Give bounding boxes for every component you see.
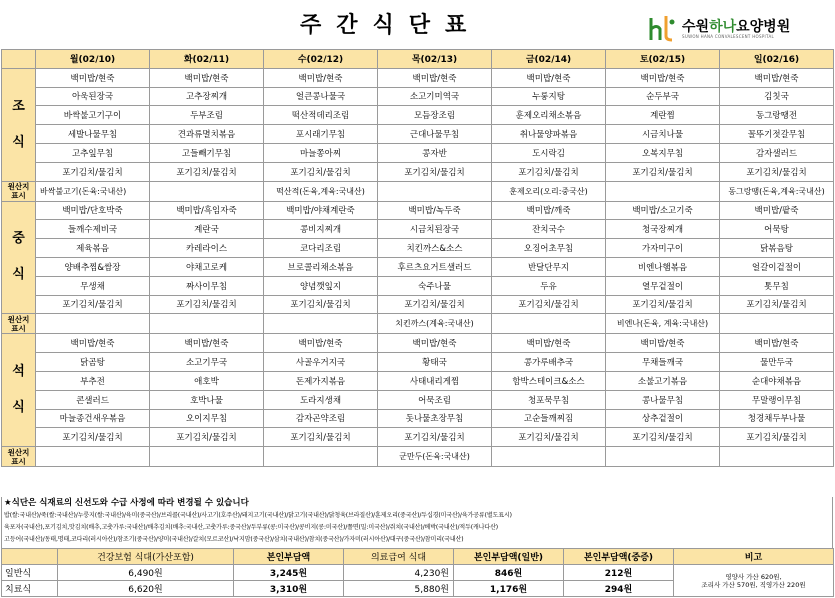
menu-item: 사골우거지국 bbox=[264, 353, 378, 372]
menu-item: 소고기무국 bbox=[150, 353, 264, 372]
price-header: 본인부담액 bbox=[234, 549, 344, 565]
menu-item: 동그랑땡전 bbox=[720, 106, 834, 125]
day-header: 일(02/16) bbox=[720, 50, 834, 69]
menu-item: 열무겉절이 bbox=[606, 276, 720, 295]
menu-item: 포기김치/물김치 bbox=[36, 428, 150, 447]
menu-item: 포기김치/물김치 bbox=[378, 428, 492, 447]
menu-item: 포기김치/물김치 bbox=[264, 162, 378, 181]
menu-item: 어묵조림 bbox=[378, 390, 492, 409]
menu-item: 백미밥/단호박죽 bbox=[36, 201, 150, 220]
menu-item: 짜사이무침 bbox=[150, 276, 264, 295]
title-area bbox=[0, 0, 835, 44]
menu-item: 백미밥/팥죽 bbox=[720, 201, 834, 220]
menu-item: 포기김치/물김치 bbox=[720, 428, 834, 447]
origin-cell bbox=[36, 314, 150, 334]
price-self-general: 1,176원 bbox=[454, 581, 564, 597]
lunch-menu-row bbox=[2, 220, 834, 239]
menu-item: 백미밥/야채계란죽 bbox=[264, 201, 378, 220]
menu-item: 어묵탕 bbox=[720, 220, 834, 239]
origin-cell bbox=[492, 447, 606, 467]
menu-item: 포시래기무침 bbox=[264, 125, 378, 144]
menu-item: 상추겉절이 bbox=[606, 409, 720, 428]
menu-item: 백미밥/소고기죽 bbox=[606, 201, 720, 220]
menu-item: 야채고로케 bbox=[150, 257, 264, 276]
price-header: 건강보험 식대(가산포함) bbox=[58, 549, 234, 565]
menu-item: 포기김치/물김치 bbox=[150, 162, 264, 181]
origin-label: 원산지 표시 bbox=[2, 447, 36, 467]
dinner-menu-row bbox=[2, 390, 834, 409]
price-note-line: 조리사 가산 570원, 직영가산 220원 bbox=[701, 580, 806, 589]
menu-item: 순대야채볶음 bbox=[720, 371, 834, 390]
price-self-severe: 294원 bbox=[564, 581, 674, 597]
menu-item: 얼갈이겉절이 bbox=[720, 257, 834, 276]
menu-item: 오복지무침 bbox=[606, 143, 720, 162]
menu-item: 포기김치/물김치 bbox=[264, 295, 378, 314]
price-header: 의료급여 식대 bbox=[344, 549, 454, 565]
menu-item: 소불고기볶음 bbox=[606, 371, 720, 390]
menu-item: 오징어초무침 bbox=[492, 239, 606, 258]
menu-item: 김칫국 bbox=[720, 87, 834, 106]
hospital-logo-icon bbox=[648, 14, 676, 42]
menu-item: 오이지무침 bbox=[150, 409, 264, 428]
menu-item: 포기김치/물김치 bbox=[150, 295, 264, 314]
menu-item: 모듬장조림 bbox=[378, 106, 492, 125]
menu-item: 닭곰탕 bbox=[36, 353, 150, 372]
menu-item: 콩가루배추국 bbox=[492, 353, 606, 372]
menu-item: 세발나물무침 bbox=[36, 125, 150, 144]
menu-item: 브로콜리채소볶음 bbox=[264, 257, 378, 276]
menu-item: 호박나물 bbox=[150, 390, 264, 409]
origin-cell bbox=[150, 447, 264, 467]
menu-item: 시금치나물 bbox=[606, 125, 720, 144]
breakfast-menu-row bbox=[2, 162, 834, 181]
origin-label: 원산지 표시 bbox=[2, 314, 36, 334]
price-self-general: 846원 bbox=[454, 565, 564, 581]
day-header-row bbox=[2, 50, 834, 69]
price-label: 일반식 bbox=[2, 565, 58, 581]
price-total: 6,620원 bbox=[58, 581, 234, 597]
menu-item: 부추전 bbox=[36, 371, 150, 390]
menu-item: 콘샐러드 bbox=[36, 390, 150, 409]
menu-item: 순두부국 bbox=[606, 87, 720, 106]
dinner-menu-row bbox=[2, 409, 834, 428]
menu-item: 포기김치/물김치 bbox=[720, 162, 834, 181]
breakfast-origin-row bbox=[2, 181, 834, 201]
menu-item: 포기김치/물김치 bbox=[606, 295, 720, 314]
menu-item: 잔치국수 bbox=[492, 220, 606, 239]
menu-item: 고추잎무침 bbox=[36, 143, 150, 162]
menu-item: 양념깻잎지 bbox=[264, 276, 378, 295]
origin-cell: 떡산적(돈육,계육:국내산) bbox=[264, 181, 378, 201]
menu-item: 백미밥/현죽 bbox=[492, 334, 606, 353]
origin-cell bbox=[150, 314, 264, 334]
menu-item: 백미밥/흑임자죽 bbox=[150, 201, 264, 220]
menu-item: 들깨수제비국 bbox=[36, 220, 150, 239]
menu-item: 마늘쫑아찌 bbox=[264, 143, 378, 162]
price-label: 치료식 bbox=[2, 581, 58, 597]
menu-item: 포기김치/물김치 bbox=[36, 295, 150, 314]
lunch-menu-row bbox=[2, 295, 834, 314]
menu-item: 떡산적데리조림 bbox=[264, 106, 378, 125]
origin-cell: 비엔나(돈육, 계육:국내산) bbox=[606, 314, 720, 334]
menu-item: 돈제가지볶음 bbox=[264, 371, 378, 390]
day-header: 화(02/11) bbox=[150, 50, 264, 69]
dinner-menu-row bbox=[2, 353, 834, 372]
menu-item: 백미밥/현죽 bbox=[606, 334, 720, 353]
menu-item: 돗나물초장무침 bbox=[378, 409, 492, 428]
menu-item: 청국장찌개 bbox=[606, 220, 720, 239]
menu-item: 백미밥/현죽 bbox=[492, 68, 606, 87]
weekly-menu-table bbox=[1, 49, 834, 467]
menu-item: 제육볶음 bbox=[36, 239, 150, 258]
origin-cell: 동그랑땡(돈육,계육:국내산) bbox=[720, 181, 834, 201]
menu-item: 백미밥/현죽 bbox=[36, 68, 150, 87]
origin-cell bbox=[492, 314, 606, 334]
breakfast-menu-row bbox=[2, 125, 834, 144]
hospital-english-name: SUWON HANA CONVALESCENT HOSPITAL bbox=[682, 34, 775, 39]
menu-item: 반달단무지 bbox=[492, 257, 606, 276]
breakfast-menu-row bbox=[2, 106, 834, 125]
origin-cell bbox=[36, 447, 150, 467]
origin-cell bbox=[606, 447, 720, 467]
menu-body bbox=[2, 68, 834, 466]
menu-item: 콩비지찌개 bbox=[264, 220, 378, 239]
menu-item: 백미밥/현죽 bbox=[378, 334, 492, 353]
menu-item: 시금치된장국 bbox=[378, 220, 492, 239]
lunch-menu-row bbox=[2, 257, 834, 276]
menu-item: 닭볶음탕 bbox=[720, 239, 834, 258]
breakfast-menu-row bbox=[2, 68, 834, 87]
origin-cell bbox=[150, 181, 264, 201]
menu-item: 양배추찜&쌈장 bbox=[36, 257, 150, 276]
lunch-menu-row bbox=[2, 239, 834, 258]
lunch-origin-row bbox=[2, 314, 834, 334]
menu-item: 고추장찌개 bbox=[150, 87, 264, 106]
menu-item: 카레라이스 bbox=[150, 239, 264, 258]
price-self: 3,310원 bbox=[234, 581, 344, 597]
price-medical: 4,230원 bbox=[344, 565, 454, 581]
menu-item: 고순들깨찌짐 bbox=[492, 409, 606, 428]
menu-item: 후르츠요거트샐러드 bbox=[378, 257, 492, 276]
menu-item: 포기김치/물김치 bbox=[492, 162, 606, 181]
day-header: 토(02/15) bbox=[606, 50, 720, 69]
menu-item: 백미밥/녹두죽 bbox=[378, 201, 492, 220]
menu-item: 아욱된장국 bbox=[36, 87, 150, 106]
menu-item: 애호박 bbox=[150, 371, 264, 390]
day-header: 금(02/14) bbox=[492, 50, 606, 69]
menu-item: 백미밥/현죽 bbox=[36, 334, 150, 353]
menu-item: 무생채 bbox=[36, 276, 150, 295]
price-body bbox=[2, 565, 834, 597]
day-header: 수(02/12) bbox=[264, 50, 378, 69]
lunch-label: 중 식 bbox=[2, 201, 36, 314]
menu-item: 누룽지탕 bbox=[492, 87, 606, 106]
menu-item: 감자곤약조림 bbox=[264, 409, 378, 428]
menu-item: 계란찜 bbox=[606, 106, 720, 125]
menu-item: 고들빼기무침 bbox=[150, 143, 264, 162]
origin-info-line: 육포자(국내산),포기김치,맛김치(배추,고춧가루:국내산)/배추김치(배추:국내산,고춧가루:중국산)/두부류(콩:미국산)/콩비지(콩:미국산)/쫄면(밀:미국산)/쥐치(국내산)/베박(국내산)/적두(캐나다산) bbox=[4, 524, 499, 532]
menu-item: 숙주나물 bbox=[378, 276, 492, 295]
price-header: 본인부담액(일반) bbox=[454, 549, 564, 565]
menu-item: 사태내리게찜 bbox=[378, 371, 492, 390]
origin-info-line: 고등어(국내산)/동태,명태,코다리(러시아산)/참조기(중국산)/양미(국내산)/갈치(모르코산)/낙지맘(중국산)/삼치(국내산)/참치(중국산)/가자미(러시아산)/대구(중국산)/참미리(국내산) bbox=[4, 536, 464, 544]
menu-item: 얼큰콩나물국 bbox=[264, 87, 378, 106]
menu-item: 치킨까스&소스 bbox=[378, 239, 492, 258]
menu-item: 바싹불고기구이 bbox=[36, 106, 150, 125]
price-header-row bbox=[2, 549, 834, 565]
menu-item: 백미밥/현죽 bbox=[720, 334, 834, 353]
menu-item: 가자미구이 bbox=[606, 239, 720, 258]
menu-item: 청포묵무침 bbox=[492, 390, 606, 409]
menu-item: 포기김치/물김치 bbox=[378, 162, 492, 181]
menu-item: 백미밥/현죽 bbox=[720, 68, 834, 87]
origin-cell: 바싹불고기(돈육:국내산) bbox=[36, 181, 150, 201]
origin-cell bbox=[720, 314, 834, 334]
menu-item: 함박스테이크&소스 bbox=[492, 371, 606, 390]
menu-item: 백미밥/현죽 bbox=[264, 334, 378, 353]
menu-item: 포기김치/물김치 bbox=[378, 295, 492, 314]
breakfast-menu-row bbox=[2, 87, 834, 106]
menu-item: 포기김치/물김치 bbox=[150, 428, 264, 447]
lunch-menu-row bbox=[2, 201, 834, 220]
origin-cell: 군만두(돈육:국내산) bbox=[378, 447, 492, 467]
menu-item: 백미밥/현죽 bbox=[606, 68, 720, 87]
dinner-menu-row bbox=[2, 428, 834, 447]
menu-item: 비엔나햄볶음 bbox=[606, 257, 720, 276]
day-header: 목(02/13) bbox=[378, 50, 492, 69]
menu-item: 견과류멸치볶음 bbox=[150, 125, 264, 144]
menu-item: 두부조림 bbox=[150, 106, 264, 125]
price-self: 3,245원 bbox=[234, 565, 344, 581]
hospital-name-part1: 수원 bbox=[682, 19, 710, 35]
price-note-line: 영양사 가산 620원, bbox=[725, 572, 782, 581]
menu-item: 백미밥/깨죽 bbox=[492, 201, 606, 220]
price-medical: 5,880원 bbox=[344, 581, 454, 597]
breakfast-label: 조 식 bbox=[2, 68, 36, 181]
menu-item: 훈제오리채소볶음 bbox=[492, 106, 606, 125]
corner-cell bbox=[2, 50, 36, 69]
menu-item: 황태국 bbox=[378, 353, 492, 372]
menu-item: 두유 bbox=[492, 276, 606, 295]
breakfast-menu-row bbox=[2, 143, 834, 162]
hospital-name bbox=[682, 16, 790, 36]
price-self-severe: 212원 bbox=[564, 565, 674, 581]
menu-item: 근대나물무침 bbox=[378, 125, 492, 144]
menu-item: 꼴뚜기젓갈무침 bbox=[720, 125, 834, 144]
menu-item: 포기김치/물김치 bbox=[492, 295, 606, 314]
origin-cell bbox=[378, 181, 492, 201]
menu-item: 감자샐러드 bbox=[720, 143, 834, 162]
menu-item: 무채들깨국 bbox=[606, 353, 720, 372]
price-total: 6,490원 bbox=[58, 565, 234, 581]
menu-item: 톳무침 bbox=[720, 276, 834, 295]
page-title: 주간식단표 bbox=[300, 13, 482, 38]
lunch-menu-row bbox=[2, 276, 834, 295]
menu-item: 백미밥/현죽 bbox=[378, 68, 492, 87]
menu-item: 포기김치/물김치 bbox=[606, 162, 720, 181]
menu-item: 포기김치/물김치 bbox=[606, 428, 720, 447]
menu-item: 포기김치/물김치 bbox=[264, 428, 378, 447]
origin-cell: 훈제오리(오리:중국산) bbox=[492, 181, 606, 201]
menu-item: 계란국 bbox=[150, 220, 264, 239]
dinner-origin-row bbox=[2, 447, 834, 467]
menu-item: 도시락김 bbox=[492, 143, 606, 162]
origin-cell: 치킨까스(계육:국내산) bbox=[378, 314, 492, 334]
menu-item: 백미밥/현죽 bbox=[264, 68, 378, 87]
menu-item: 취나물양파볶음 bbox=[492, 125, 606, 144]
price-note bbox=[674, 565, 834, 597]
origin-cell bbox=[264, 314, 378, 334]
menu-item: 백미밥/현죽 bbox=[150, 334, 264, 353]
hospital-name-part2: 하나 bbox=[709, 19, 737, 35]
dinner-menu-row bbox=[2, 371, 834, 390]
price-header: 본인부담액(중증) bbox=[564, 549, 674, 565]
meal-price-table bbox=[1, 548, 834, 597]
menu-item: 물만두국 bbox=[720, 353, 834, 372]
hospital-logo bbox=[648, 14, 828, 44]
menu-item: 청경채두부나물 bbox=[720, 409, 834, 428]
menu-item: 포기김치/물김치 bbox=[36, 162, 150, 181]
origin-label: 원산지 표시 bbox=[2, 181, 36, 201]
origin-info-line: 밥(쌀:국내산)/죽(쌀:국내산)/누룽지(쌀:국내산)/육미(중국산)/브리콜(국내산)/사고기(호주산)/돼지고기(국내산)/닭고기(국내산)/닭청육(브라질산)/훈제오리(중국산)/두십경(미국산)/육가공류(별도표시) bbox=[4, 512, 512, 519]
price-header: 비고 bbox=[674, 549, 834, 565]
menu-item: 포기김치/물김치 bbox=[492, 428, 606, 447]
menu-item: 소고기미역국 bbox=[378, 87, 492, 106]
dinner-menu-row bbox=[2, 334, 834, 353]
menu-item: 콩나물무침 bbox=[606, 390, 720, 409]
menu-item: 마늘종건새우볶음 bbox=[36, 409, 150, 428]
day-header: 월(02/10) bbox=[36, 50, 150, 69]
menu-item: 코다리조림 bbox=[264, 239, 378, 258]
menu-item: 백미밥/현죽 bbox=[150, 68, 264, 87]
menu-item: 콩자반 bbox=[378, 143, 492, 162]
menu-item: 무말랭이무침 bbox=[720, 390, 834, 409]
origin-cell bbox=[264, 447, 378, 467]
menu-change-notice: ★식단은 식재료의 신선도와 수급 사정에 따라 변경될 수 있습니다 bbox=[1, 497, 833, 510]
origin-cell bbox=[606, 181, 720, 201]
menu-item: 도라지생채 bbox=[264, 390, 378, 409]
price-row bbox=[2, 565, 834, 581]
hospital-name-part3: 요양병원 bbox=[736, 19, 791, 35]
origin-cell bbox=[720, 447, 834, 467]
dinner-label: 석 식 bbox=[2, 334, 36, 447]
menu-item: 포기김치/물김치 bbox=[720, 295, 834, 314]
price-header bbox=[2, 549, 58, 565]
